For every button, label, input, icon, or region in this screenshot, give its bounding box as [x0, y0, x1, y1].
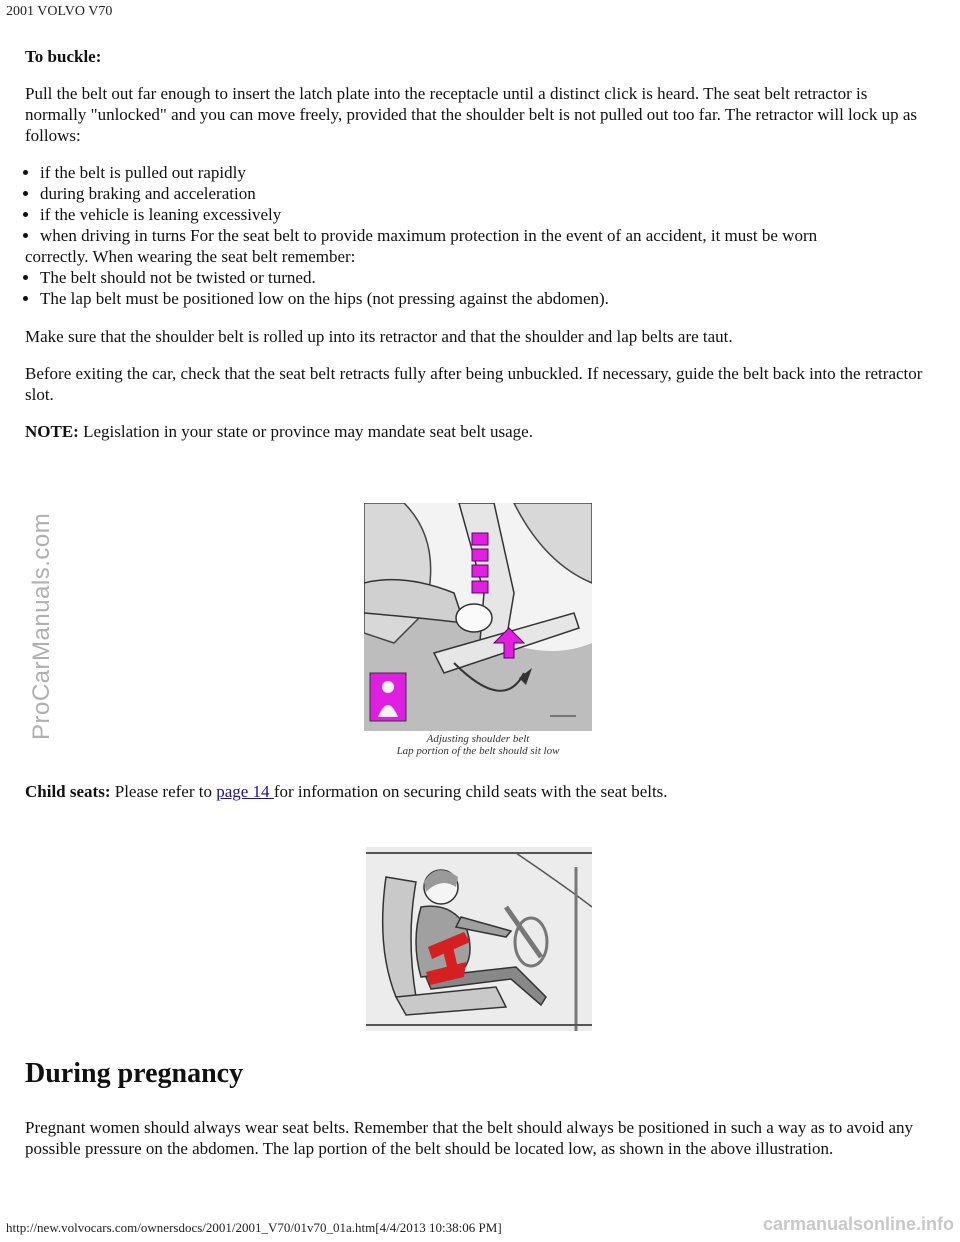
- footer-url: http://new.volvocars.com/ownersdocs/2001/2001_V70/01v70_01a.htm[4/4/2013 10:38:06 PM]: [6, 1220, 502, 1235]
- list-item: • during braking and acceleration: [40, 183, 930, 204]
- note: [25, 421, 930, 442]
- shoulder-belt-drawing: [364, 503, 592, 731]
- para-rolled: Make sure that the shoulder belt is rolled up into its retractor and that the shoulder and lap belts are taut.: [25, 327, 733, 346]
- page-14-link[interactable]: page 14: [216, 782, 274, 801]
- page-header-title: 2001 VOLVO V70: [6, 4, 113, 19]
- buckle-section: [25, 46, 930, 458]
- figure1-caption-line1: Adjusting shoulder belt: [426, 733, 530, 745]
- list-item: • if the belt is pulled out rapidly: [40, 162, 930, 183]
- child-seats-text-before: Please refer to: [110, 782, 217, 801]
- list-item: • if the vehicle is leaning excessively: [40, 204, 930, 225]
- buckle-intro: Pull the belt out far enough to insert the latch plate into the receptacle until a distinct click is heard. The seat belt retractor is normally "unlocked" and you can move freely, provided that the shoulder belt is not pulled out too far. The retractor will lock up as follows:: [25, 84, 917, 145]
- pregnancy-paragraph: Pregnant women should always wear seat belts. Remember that the belt should always be positioned in such a way as to avoid any possible pressure on the abdomen. The lap portion of the belt should be located low, as shown in the above illustration.: [25, 1118, 914, 1158]
- buckle-heading: To buckle:: [25, 47, 102, 66]
- note-label: NOTE:: [25, 422, 79, 441]
- list-item: • when driving in turns For the seat belt to provide maximum protection in the event of an accident, it must be worn: [40, 225, 930, 246]
- list-item: • The lap belt must be positioned low on the hips (not pressing against the abdomen).: [40, 288, 930, 309]
- shoulder-belt-illustration: [364, 503, 592, 759]
- pregnancy-heading: During pregnancy: [25, 1058, 244, 1089]
- wearing-tips-list: [25, 267, 930, 309]
- list-item: • The belt should not be twisted or turned.: [40, 267, 930, 288]
- note-text: Legislation in your state or province may mandate seat belt usage.: [78, 422, 533, 441]
- child-seats-text-after: for information on securing child seats with the seat belts.: [273, 782, 668, 801]
- watermark-procarmanuals: ProCarManuals.com: [28, 512, 55, 740]
- figure1-caption-line2: Lap portion of the belt should sit low: [396, 745, 560, 757]
- para-exit: Before exiting the car, check that the seat belt retracts fully after being unbuckled. If necessary, guide the belt back into the retractor slot.: [25, 364, 923, 404]
- pregnancy-seat-belt-illustration: [366, 847, 592, 1031]
- pregnancy-drawing: [366, 847, 592, 1031]
- lock-conditions-list: [25, 162, 930, 246]
- list-continuation: correctly. When wearing the seat belt remember:: [25, 247, 356, 266]
- watermark-carmanualsonline: carmanualsonline.info: [762, 1214, 954, 1234]
- child-seats-paragraph: [25, 781, 935, 802]
- child-seats-label: Child seats:: [25, 782, 111, 801]
